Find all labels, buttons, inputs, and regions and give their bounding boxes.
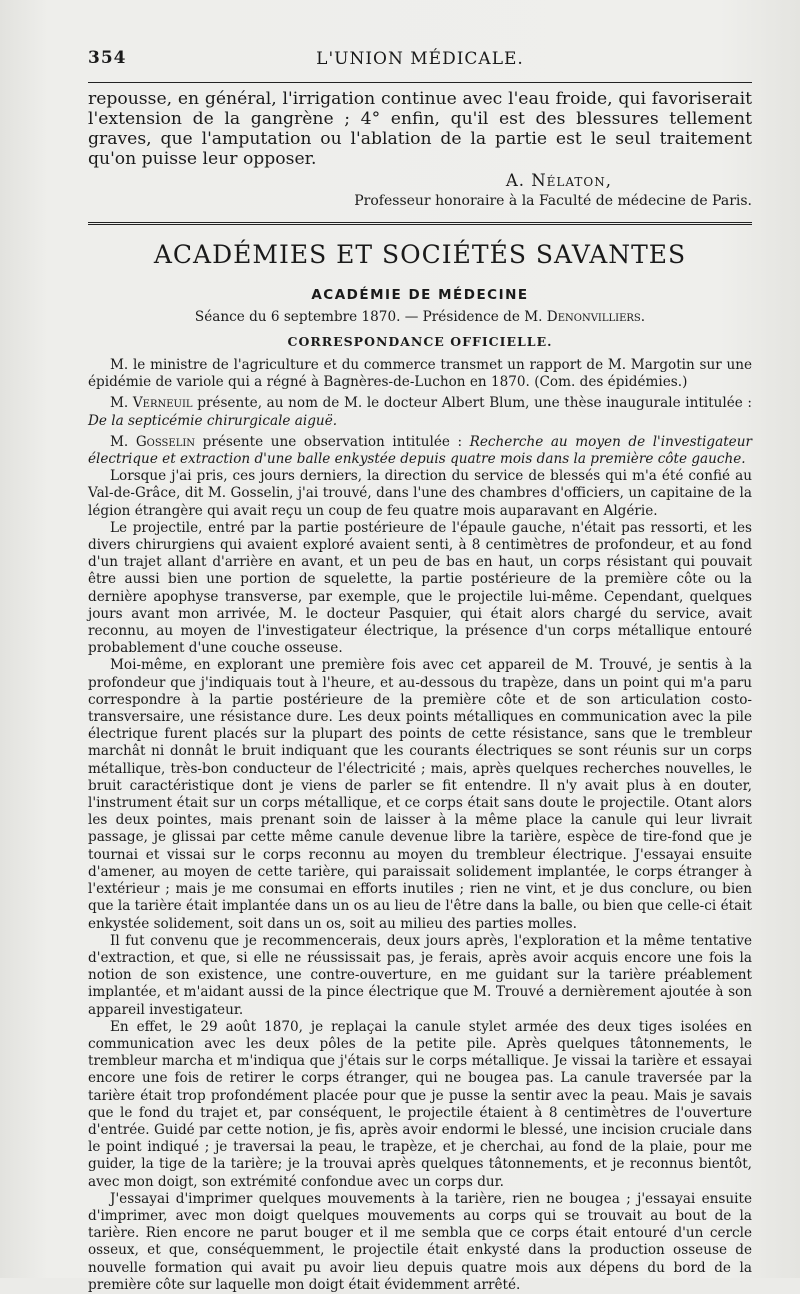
academy-title: ACADÉMIE DE MÉDECINE bbox=[311, 287, 529, 303]
paragraph-text: Moi-même, en explorant une première fois avec cet appareil de M. Trouvé, je sentis à la profondeur que j'indiquais tout à l'heure, et au-dessous du trapèze, dans un point qui m'a paru correspondre à la partie postérieure de la première côte et de son articulation costo-transversaire, une résistance dure. Les deux points métalliques en communication avec la pile électrique furent placés sur la plupart des points de cette résistance, sans que le trembleur marchât ni donnât le bruit indiquant que les courants électriques se sont réunis sur un corps métallique, très-bon conducteur de l'électricité ; mais, après quelques recherches nouvelles, le bruit caractéristique dont je viens de parler se fit entendre. Il n'y avait plus à en douter, l'instrument était sur un corps métallique, et ce corps était sans doute le projectile. Otant alors les deux pointes, mais prenant soin de laisser à la même place la canule qui leur livrait passage, je glissai par cette même canule devenue libre la tarière, espèce de tire-fond que je tournai et vissai sur le corps reconnu au moyen du trembleur électrique. J'essayai ensuite d'amener, au moyen de cette tarière, qui paraissait solidement implantée, le corps étranger à l'extérieur ; mais je me consumai en efforts inutiles ; rien ne vint, et je dus conclure, ou bien que la tarière était implantée dans un os au lieu de l'être dans la balle, ou bien que celle-ci était enkystée solidement, soit dans un os, soit au milieu des parties molles. bbox=[88, 657, 752, 932]
page-number: 354 bbox=[88, 48, 127, 68]
session-president: Denonvilliers. bbox=[546, 309, 646, 325]
thesis-title: De la septicémie chirurgicale aiguë. bbox=[88, 412, 338, 429]
session-line bbox=[88, 309, 752, 325]
section-separator bbox=[88, 222, 752, 228]
author-signature: A. Nélaton, bbox=[505, 171, 612, 190]
running-head bbox=[88, 44, 752, 74]
correspondence-heading: CORRESPONDANCE OFFICIELLE. bbox=[287, 334, 553, 349]
paragraph-verneuil: M. Verneuil présente, au nom de M. le docteur Albert Blum, une thèse inaugurale intitulée : De la septicémie chirurgicale aiguë. bbox=[88, 395, 752, 429]
observation-title: Recherche au moyen de l'investigateur électrique et extraction d'une balle enkystée depuis quatre mois dans la première côte gauche. bbox=[88, 433, 752, 468]
section-title: ACADÉMIES ET SOCIÉTÉS SAVANTES bbox=[153, 240, 687, 269]
paragraph-ministre: M. le ministre de l'agriculture et du commerce transmet un rapport de M. Margotin sur une épidémie de variole qui a régné à Bagnères-de-Luchon en 1870. (Com. des épidémies.) bbox=[88, 357, 752, 391]
paragraph-text: Le projectile, entré par la partie postérieure de l'épaule gauche, n'était pas ressorti, et les divers chirurgiens qui avaient exploré avaient senti, à 8 centimètres de profondeur, et au fond d'un trajet allant d'arrière en avant, et un peu de bas en haut, un corps résistant qui pouvait être aussi bien une portion de squelette, la partie postérieure de la première côte ou la dernière apophyse transverse, par exemple, que le projectile lui-même. Cependant, quelques jours avant mon arrivée, M. le docteur Pasquier, qui était alors chargé du service, avait reconnu, au moyen de l'investigateur électrique, la présence d'un corps métallique entouré probablement d'une couche osseuse. bbox=[88, 519, 752, 657]
article-body bbox=[88, 357, 752, 1294]
paragraph-text: Il fut convenu que je recommencerais, deux jours après, l'exploration et la même tentative d'extraction, et que, si elle ne réussissait pas, je ferais, après avoir acquis encore une fois la notion de son existence, une contre-ouverture, en me guidant sur la tarière préablement implantée, et m'aidant aussi de la pince électrique que M. Trouvé a dernièrement ajoutée à son appareil investigateur. bbox=[88, 932, 752, 1018]
header-rule bbox=[88, 82, 752, 83]
speaker-name: M. Verneuil bbox=[110, 395, 193, 412]
session-prefix: Séance du 6 septembre 1870. — Présidence de M. bbox=[194, 309, 543, 325]
journal-title: L'UNION MÉDICALE. bbox=[316, 49, 524, 69]
paragraph-text: J'essayai d'imprimer quelques mouvements à la tarière, rien ne bougea ; j'essayai ensuite d'imprimer, avec mon doigt quelques mouvements au corps qui se trouvait au bout de la tarière. Rien encore ne parut bouger et il me sembla que ce corps était entouré d'un cercle osseux, et que, conséquemment, le projectile était enkysté dans la production osseuse de nouvelle formation qui avait pu avoir lieu depuis quatre mois aux dépens du bord de la première côte sur laquelle mon doigt était évidemment arrêté. bbox=[88, 1190, 752, 1293]
paragraph-text: En effet, le 29 août 1870, je replaçai la canule stylet armée des deux tiges isolées en communication avec les deux pôles de la petite pile. Après quelques tâtonnements, le trembleur marcha et m'indiqua que j'étais sur le corps métallique. Je vissai la tarière et essayai encore une fois de retirer le corps étranger, qui ne bougea pas. La canule traversée par la tarière était trop profondément placée pour que je pusse la sentir avec la peau. Mais je savais que le fond du trajet et, par conséquent, le projectile étaient à 8 centimètres de l'ouverture d'entrée. Guidé par cette notion, je fis, après avoir endormi le blessé, une incision cruciale dans le point indiqué ; je traversai la peau, le trapèze, et je cherchai, au fond de la plaie, pour me guider, la tige de la tarière; je la trouvai après quelques tâtonnements, et je reconnus bientôt, avec mon doigt, son extrémité confondue avec un corps dur. bbox=[88, 1018, 752, 1190]
paragraph-text: Lorsque j'ai pris, ces jours derniers, la direction du service de blessés qui m'a été confié au Val-de-Grâce, dit M. Gosselin, j'ai trouvé, dans l'une des chambres d'officiers, un capitaine de la légion étrangère qui avait reçu un coup de feu quatre mois auparavant en Algérie. bbox=[88, 468, 752, 519]
author-title: Professeur honoraire à la Faculté de médecine de Paris. bbox=[354, 193, 752, 209]
paragraph-gosselin: M. Gosselin présente une observation intitulée : Recherche au moyen de l'investigateur électrique et extraction d'une balle enkystée depuis quatre mois dans la première côte gauche. bbox=[88, 433, 752, 468]
previous-article-text: repousse, en général, l'irrigation continue avec l'eau froide, qui favoriserait l'extension de la gangrène ; 4° enfin, qu'il est des blessures tellement graves, que l'amputation ou l'ablation de la partie est le seul traitement qu'on puisse leur opposer. bbox=[88, 89, 752, 169]
speaker-name: M. Gosselin bbox=[110, 433, 196, 450]
